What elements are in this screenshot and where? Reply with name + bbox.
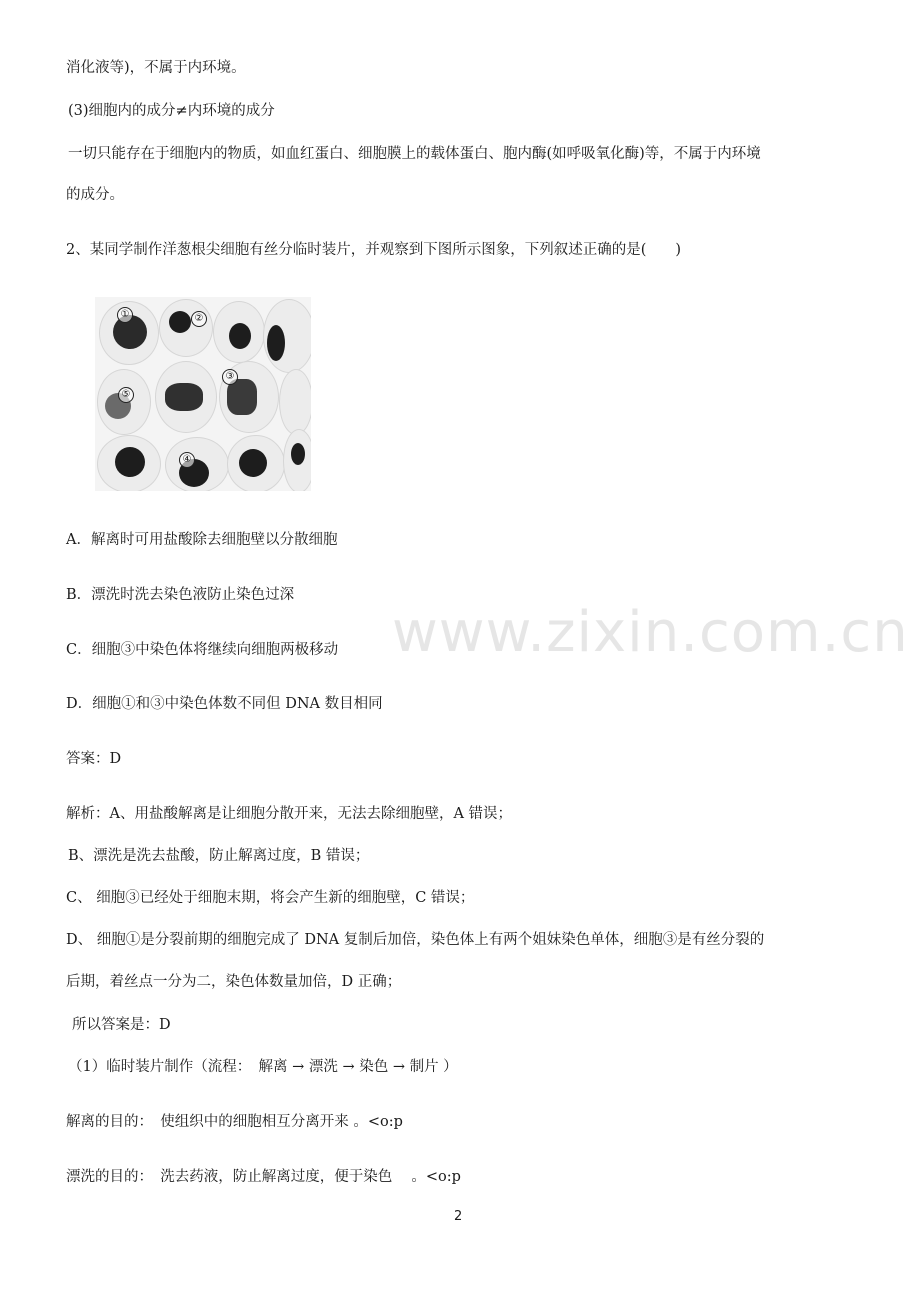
- microscope-figure: [95, 297, 311, 491]
- figure-label-1: ①: [117, 307, 133, 323]
- analysis-line-4: D、 细胞①是分裂前期的细胞完成了 DNA 复制后加倍，染色体上有两个姐妹染色单体，细胞③是有丝分裂的: [66, 932, 765, 948]
- figure-label-5: ⑤: [118, 387, 134, 403]
- option-c: C．细胞③中染色体将继续向细胞两极移动: [66, 642, 339, 658]
- note-line-2: 解离的目的： 使组织中的细胞相互分离开来 。<o:p: [66, 1114, 403, 1130]
- analysis-line-6: 所以答案是：D: [72, 1017, 171, 1033]
- option-d: D．细胞①和③中染色体数不同但 DNA 数目相同: [66, 696, 383, 712]
- figure-label-2: ②: [191, 311, 207, 327]
- text-line-1: 消化液等)，不属于内环境。: [66, 60, 246, 76]
- text-line-2: (3)细胞内的成分≠内环境的成分: [68, 103, 275, 119]
- option-b: B．漂洗时洗去染色液防止染色过深: [66, 587, 295, 603]
- note-line-1: （1）临时装片制作（流程： 解离 → 漂洗 → 染色 → 制片 ）: [68, 1059, 458, 1075]
- text-line-3: 一切只能存在于细胞内的物质，如血红蛋白、细胞膜上的载体蛋白、胞内酶(如呼吸氧化酶)等，不属于内环境: [68, 146, 761, 162]
- text-line-4: 的成分。: [66, 187, 124, 203]
- page-number: 2: [454, 1209, 463, 1224]
- question-text: 2、某同学制作洋葱根尖细胞有丝分临时装片，并观察到下图所示图象，下列叙述正确的是( ): [66, 242, 682, 258]
- note-line-3: 漂洗的目的： 洗去药液，防止解离过度，便于染色 。<o:p: [66, 1169, 461, 1185]
- analysis-line-1: 解析：A、用盐酸解离是让细胞分散开来，无法去除细胞壁，A 错误；: [66, 806, 513, 822]
- analysis-line-3: C、 细胞③已经处于细胞末期，将会产生新的细胞壁，C 错误；: [66, 890, 475, 906]
- option-a: A．解离时可用盐酸除去细胞壁以分散细胞: [66, 532, 338, 548]
- watermark: www.zixin.com.cn: [392, 600, 909, 665]
- answer-line: 答案：D: [66, 751, 122, 767]
- analysis-line-2: B、漂洗是洗去盐酸，防止解离过度，B 错误；: [68, 848, 370, 864]
- analysis-line-5: 后期，着丝点一分为二，染色体数量加倍，D 正确；: [66, 974, 402, 990]
- figure-label-3: ③: [222, 369, 238, 385]
- figure-label-4: ④: [179, 452, 195, 468]
